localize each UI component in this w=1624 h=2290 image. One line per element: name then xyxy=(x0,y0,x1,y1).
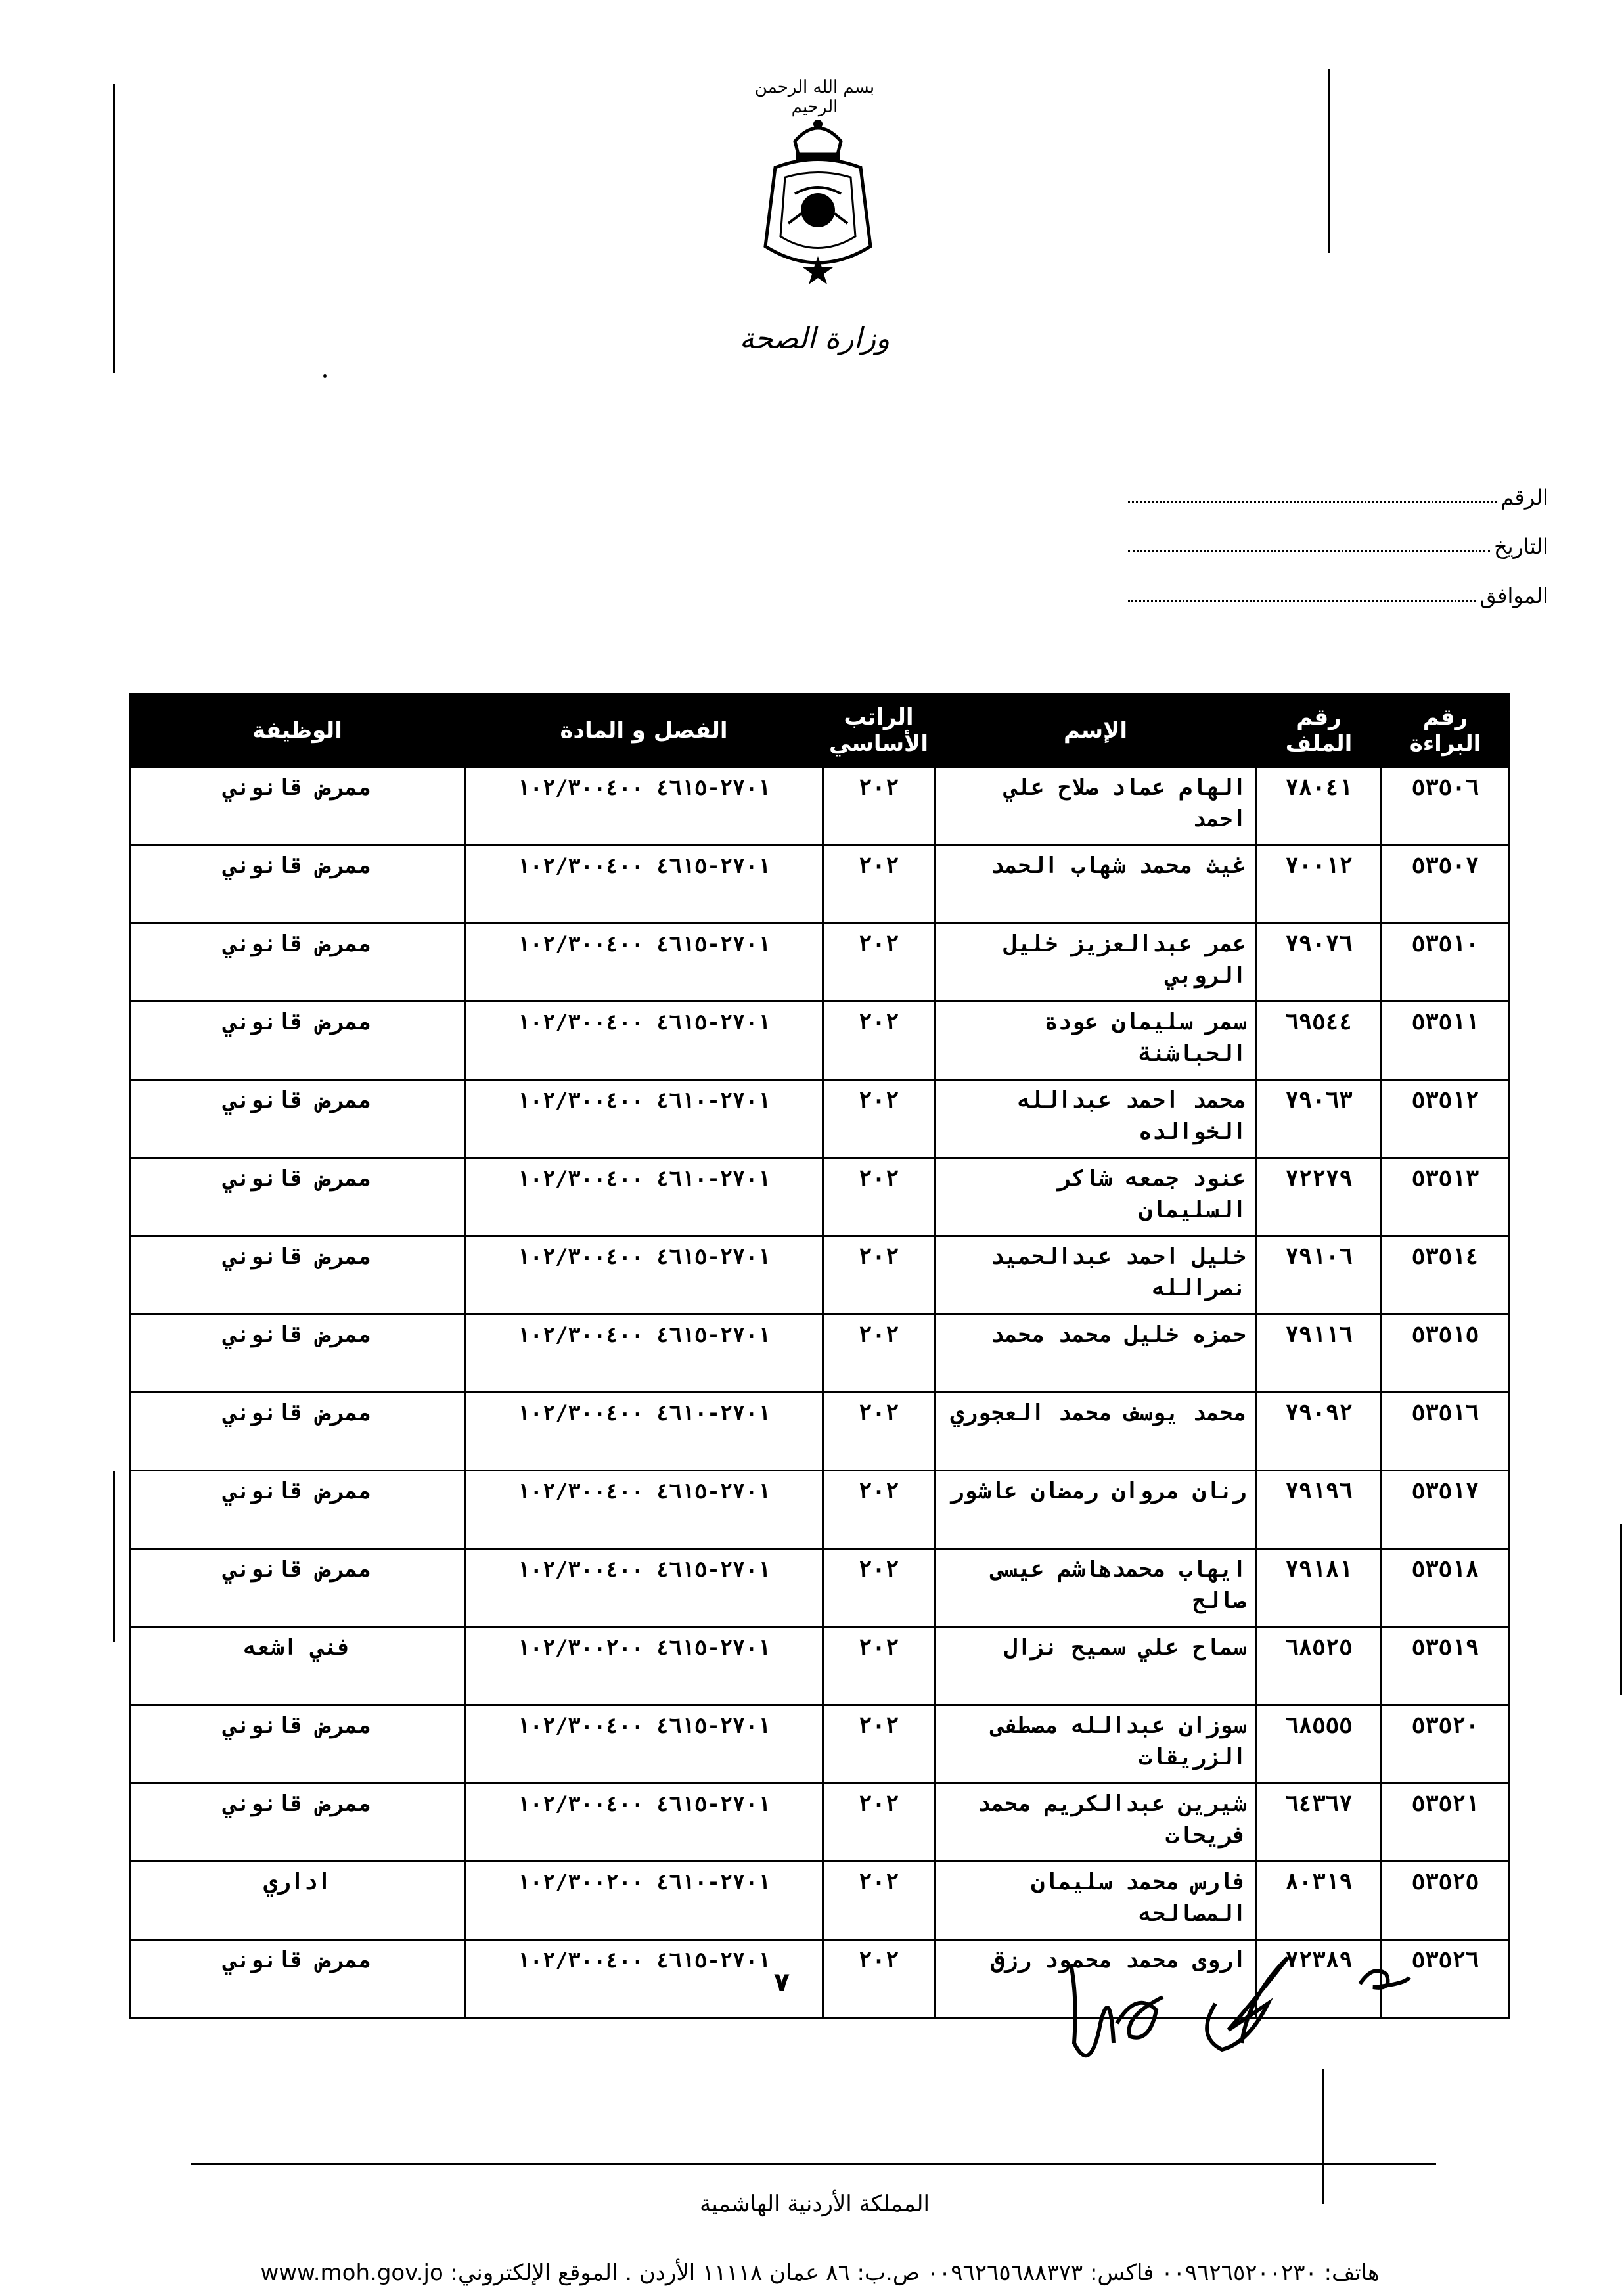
cert-number-cell: ٥٣٥١٠ xyxy=(1382,924,1510,1002)
basmala: بسم الله الرحمن الرحيم xyxy=(754,78,875,117)
margin-line-edge-right xyxy=(1620,1524,1622,1695)
header-job: الوظيفة xyxy=(130,694,465,767)
file-number-cell: ٧٩١٠٦ xyxy=(1257,1236,1382,1314)
footer-contact: هاتف: ٠٠٩٦٢٦٥٢٠٠٢٣٠ فاكس: ٠٠٩٦٢٦٥٦٨٨٣٧٣ ص.ب: ٨٦ عمان ١١١١٨ الأردن . الموقع الإلكتروني: www.moh.gov.jo xyxy=(260,2260,1380,2286)
file-number-cell: ٧٠٠١٢ xyxy=(1257,845,1382,924)
header-file-number: رقم الملف xyxy=(1257,694,1382,767)
header-chapter-article: الفصل و المادة xyxy=(465,694,823,767)
job-cell: ممرض قانوني xyxy=(130,1705,465,1784)
table-row xyxy=(130,1471,1510,1549)
ref-number-label: الرقم xyxy=(1500,485,1548,510)
ref-date-label: التاريخ xyxy=(1493,534,1548,559)
header-cert-number: رقم البراءة xyxy=(1382,694,1510,767)
file-number-cell: ٧٢٣٨٩ xyxy=(1257,1940,1382,2018)
name-cell: خليل احمد عبدالحميد نصرالله xyxy=(935,1236,1257,1314)
file-number-cell: ٧٩١٩٦ xyxy=(1257,1471,1382,1549)
basic-salary-cell: ٢٠٢ xyxy=(823,1627,935,1705)
file-number-cell: ٧٩٠٧٦ xyxy=(1257,924,1382,1002)
cert-number-cell: ٥٣٥٠٦ xyxy=(1382,767,1510,845)
job-cell: ممرض قانوني xyxy=(130,1314,465,1393)
table-row xyxy=(130,1158,1510,1236)
chapter-article-cell: ٢٧٠١-٤٦١٠ ١٠٢/٣٠٠٤٠٠ xyxy=(465,1158,823,1236)
job-cell: اداري xyxy=(130,1862,465,1940)
job-cell: ممرض قانوني xyxy=(130,1784,465,1862)
chapter-article-cell: ٢٧٠١-٤٦١٥ ١٠٢/٣٠٠٤٠٠ xyxy=(465,845,823,924)
margin-line-right-bottom xyxy=(1322,2069,1324,2204)
margin-line-left-mid xyxy=(113,1471,115,1642)
job-cell: ممرض قانوني xyxy=(130,1158,465,1236)
ref-corresponding-field xyxy=(1128,599,1476,602)
cert-number-cell: ٥٣٥٢١ xyxy=(1382,1784,1510,1862)
table-row xyxy=(130,1393,1510,1471)
chapter-article-cell: ٢٧٠١-٤٦١٥ ١٠٢/٣٠٠٤٠٠ xyxy=(465,924,823,1002)
file-number-cell: ٧٩٠٩٢ xyxy=(1257,1393,1382,1471)
job-cell: ممرض قانوني xyxy=(130,1940,465,2018)
ref-date-field xyxy=(1128,550,1490,552)
table-row xyxy=(130,1236,1510,1314)
file-number-cell: ٧٩١٨١ xyxy=(1257,1549,1382,1627)
chapter-article-cell: ٢٧٠١-٤٦١٠ ١٠٢/٣٠٠٤٠٠ xyxy=(465,1393,823,1471)
ref-corresponding-row xyxy=(1128,577,1548,608)
name-cell: اروى محمد محمود رزق xyxy=(935,1940,1257,2018)
basic-salary-cell: ٢٠٢ xyxy=(823,1471,935,1549)
name-cell: عمر عبدالعزيز خليل الروبي xyxy=(935,924,1257,1002)
chapter-article-cell: ٢٧٠١-٤٦١٠ ١٠٢/٣٠٠٢٠٠ xyxy=(465,1862,823,1940)
header-basic-salary: الراتب الأساسي xyxy=(823,694,935,767)
chapter-article-cell: ٢٧٠١-٤٦١٥ ١٠٢/٣٠٠٤٠٠ xyxy=(465,1705,823,1784)
name-cell: شيرين عبدالكريم محمد فريحات xyxy=(935,1784,1257,1862)
table-row xyxy=(130,1627,1510,1705)
job-cell: ممرض قانوني xyxy=(130,1393,465,1471)
chapter-article-cell: ٢٧٠١-٤٦١٠ ١٠٢/٣٠٠٤٠٠ xyxy=(465,1080,823,1158)
job-cell: ممرض قانوني xyxy=(130,767,465,845)
cert-number-cell: ٥٣٥٢٦ xyxy=(1382,1940,1510,2018)
name-cell: سماح علي سميح نزال xyxy=(935,1627,1257,1705)
cert-number-cell: ٥٣٥١٩ xyxy=(1382,1627,1510,1705)
basic-salary-cell: ٢٠٢ xyxy=(823,924,935,1002)
table-row xyxy=(130,1862,1510,1940)
header-name: الإسم xyxy=(935,694,1257,767)
name-cell: محمد يوسف محمد العجوري xyxy=(935,1393,1257,1471)
job-cell: فني اشعه xyxy=(130,1627,465,1705)
coat-of-arms-icon xyxy=(749,115,887,292)
page-number: ٧ xyxy=(773,1967,790,1998)
ref-number-row xyxy=(1128,478,1548,510)
footer-kingdom: المملكة الأردنية الهاشمية xyxy=(700,2191,930,2217)
margin-line-right-top xyxy=(1328,69,1330,253)
basic-salary-cell: ٢٠٢ xyxy=(823,1784,935,1862)
margin-line-left-top xyxy=(113,84,115,373)
name-cell: غيث محمد شهاب الحمد xyxy=(935,845,1257,924)
basic-salary-cell: ٢٠٢ xyxy=(823,1080,935,1158)
name-cell: ايهاب محمدهاشم عيسى صالح xyxy=(935,1549,1257,1627)
ref-number-field xyxy=(1128,501,1497,503)
basic-salary-cell: ٢٠٢ xyxy=(823,1705,935,1784)
table-row xyxy=(130,1080,1510,1158)
cert-number-cell: ٥٣٥١٢ xyxy=(1382,1080,1510,1158)
table-row xyxy=(130,1314,1510,1393)
table-row xyxy=(130,1002,1510,1080)
file-number-cell: ٦٩٥٤٤ xyxy=(1257,1002,1382,1080)
footer-divider xyxy=(191,2163,1436,2165)
file-number-cell: ٧٨٠٤١ xyxy=(1257,767,1382,845)
table-row xyxy=(130,767,1510,845)
basic-salary-cell: ٢٠٢ xyxy=(823,1314,935,1393)
chapter-article-cell: ٢٧٠١-٤٦١٥ ١٠٢/٣٠٠٤٠٠ xyxy=(465,1940,823,2018)
chapter-article-cell: ٢٧٠١-٤٦١٥ ١٠٢/٣٠٠٤٠٠ xyxy=(465,1314,823,1393)
file-number-cell: ٨٠٣١٩ xyxy=(1257,1862,1382,1940)
basic-salary-cell: ٢٠٢ xyxy=(823,1862,935,1940)
basic-salary-cell: ٢٠٢ xyxy=(823,1158,935,1236)
chapter-article-cell: ٢٧٠١-٤٦١٥ ١٠٢/٣٠٠٤٠٠ xyxy=(465,1784,823,1862)
table-row xyxy=(130,1784,1510,1862)
ref-date-row xyxy=(1128,528,1548,559)
file-number-cell: ٦٨٥٥٥ xyxy=(1257,1705,1382,1784)
name-cell: سمر سليمان عودة الحباشنة xyxy=(935,1002,1257,1080)
chapter-article-cell: ٢٧٠١-٤٦١٥ ١٠٢/٣٠٠٢٠٠ xyxy=(465,1627,823,1705)
file-number-cell: ٦٤٣٦٧ xyxy=(1257,1784,1382,1862)
job-cell: ممرض قانوني xyxy=(130,1002,465,1080)
chapter-article-cell: ٢٧٠١-٤٦١٥ ١٠٢/٣٠٠٤٠٠ xyxy=(465,1236,823,1314)
name-cell: محمد احمد عبدالله الخوالده xyxy=(935,1080,1257,1158)
file-number-cell: ٦٨٥٢٥ xyxy=(1257,1627,1382,1705)
basic-salary-cell: ٢٠٢ xyxy=(823,1393,935,1471)
chapter-article-cell: ٢٧٠١-٤٦١٥ ١٠٢/٣٠٠٤٠٠ xyxy=(465,1002,823,1080)
job-cell: ممرض قانوني xyxy=(130,1471,465,1549)
file-number-cell: ٧٢٢٧٩ xyxy=(1257,1158,1382,1236)
chapter-article-cell: ٢٧٠١-٤٦١٥ ١٠٢/٣٠٠٤٠٠ xyxy=(465,1549,823,1627)
cert-number-cell: ٥٣٥١٤ xyxy=(1382,1236,1510,1314)
ref-corresponding-label: الموافق xyxy=(1479,583,1548,608)
employees-table xyxy=(129,693,1510,2019)
basic-salary-cell: ٢٠٢ xyxy=(823,1236,935,1314)
handwritten-signatures xyxy=(1051,1944,1419,2082)
ministry-name: وزارة الصحة xyxy=(739,322,890,355)
job-cell: ممرض قانوني xyxy=(130,1236,465,1314)
cert-number-cell: ٥٣٥٢٥ xyxy=(1382,1862,1510,1940)
cert-number-cell: ٥٣٥١٨ xyxy=(1382,1549,1510,1627)
name-cell: الهام عماد صلاح علي احمد xyxy=(935,767,1257,845)
basic-salary-cell: ٢٠٢ xyxy=(823,1940,935,2018)
job-cell: ممرض قانوني xyxy=(130,845,465,924)
cert-number-cell: ٥٣٥١١ xyxy=(1382,1002,1510,1080)
basic-salary-cell: ٢٠٢ xyxy=(823,1002,935,1080)
speck xyxy=(323,374,327,378)
name-cell: رنان مروان رمضان عاشور xyxy=(935,1471,1257,1549)
file-number-cell: ٧٩١١٦ xyxy=(1257,1314,1382,1393)
table-row xyxy=(130,1705,1510,1784)
cert-number-cell: ٥٣٥١٥ xyxy=(1382,1314,1510,1393)
table-row xyxy=(130,1549,1510,1627)
job-cell: ممرض قانوني xyxy=(130,924,465,1002)
chapter-article-cell: ٢٧٠١-٤٦١٥ ١٠٢/٣٠٠٤٠٠ xyxy=(465,1471,823,1549)
cert-number-cell: ٥٣٥١٧ xyxy=(1382,1471,1510,1549)
name-cell: فارس محمد سليمان المصالحه xyxy=(935,1862,1257,1940)
table-row xyxy=(130,845,1510,924)
cert-number-cell: ٥٣٥١٦ xyxy=(1382,1393,1510,1471)
name-cell: عنود جمعه شاكر السليمان xyxy=(935,1158,1257,1236)
cert-number-cell: ٥٣٥٠٧ xyxy=(1382,845,1510,924)
cert-number-cell: ٥٣٥١٣ xyxy=(1382,1158,1510,1236)
name-cell: حمزه خليل محمد محمد xyxy=(935,1314,1257,1393)
name-cell: سوزان عبدالله مصطفى الزريقات xyxy=(935,1705,1257,1784)
chapter-article-cell: ٢٧٠١-٤٦١٥ ١٠٢/٣٠٠٤٠٠ xyxy=(465,767,823,845)
file-number-cell: ٧٩٠٦٣ xyxy=(1257,1080,1382,1158)
basic-salary-cell: ٢٠٢ xyxy=(823,767,935,845)
table-header-row xyxy=(130,694,1510,767)
basic-salary-cell: ٢٠٢ xyxy=(823,845,935,924)
cert-number-cell: ٥٣٥٢٠ xyxy=(1382,1705,1510,1784)
job-cell: ممرض قانوني xyxy=(130,1549,465,1627)
table-row xyxy=(130,924,1510,1002)
basic-salary-cell: ٢٠٢ xyxy=(823,1549,935,1627)
job-cell: ممرض قانوني xyxy=(130,1080,465,1158)
